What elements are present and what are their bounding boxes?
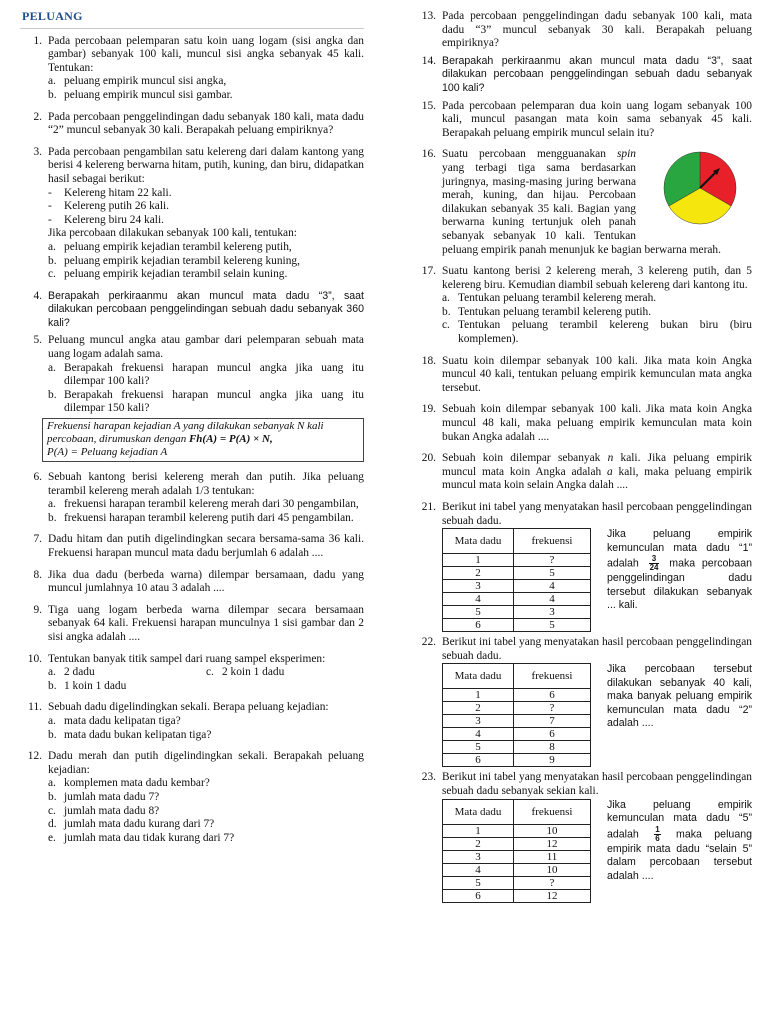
frequency-table-21 (442, 528, 591, 632)
table-cell-face: 2 (443, 837, 514, 850)
list-item: Kelereng biru 24 kali. (64, 213, 164, 226)
question-text: Dadu merah dan putih digelindingkan sekali. Berapakah peluang kejadian: (48, 750, 364, 776)
table-row (443, 702, 591, 715)
question-number: 1. (33, 34, 42, 47)
question-12: 12. Dadu merah dan putih digelindingkan sekali. Berapakah peluang kejadian: a. komplemen mata dadu kembar? b. jumlah mata dadu 7? c. jumlah mata dadu 8? d. jumlah mata dadu kurang dari 7? e. jumlah mata dau tidak kurang dari 7? (20, 750, 364, 845)
question-9 (20, 604, 364, 645)
option-c: peluang empirik kejadian terambil selain kuning. (64, 268, 288, 281)
list-item: Kelereng putih 26 kali. (64, 200, 170, 213)
table-cell-frequency: 3 (514, 606, 591, 619)
question-text: Sebuah dadu digelindingkan sekali. Berapa peluang kejadian: (48, 701, 329, 714)
table-note: Jika percobaan tersebut dilakukan sebanyak 40 kali, maka banyak peluang empirik kemunculan mata dadu “2” adalah .... (607, 663, 752, 730)
question-number: 20. (421, 452, 436, 465)
option-b: peluang empirik kejadian terambil kelereng kuning, (64, 254, 300, 267)
question-number: 18. (421, 354, 436, 367)
variable-n: n (607, 452, 614, 465)
question-text: Peluang muncul angka atau gambar dari pelemparan sebuah mata uang logam adalah sama. (48, 334, 364, 361)
question-number: 9. (33, 603, 42, 616)
table-cell-face: 4 (443, 593, 514, 606)
question-3: 3. Pada percobaan pengambilan satu kelereng dari dalam kantong yang berisi 4 kelereng berwarna hitam, putih, kuning, dan biru, didapatkan hasil sebagai berikut: - Kelereng hitam 22 kali. - Kelereng putih 26 kali. - Kelereng biru 24 kali. Jika percobaan dilakukan sebanyak 100 kali, tentukan: a. peluang empirik kejadian terambil kelereng putih, b. peluang empirik kejadian terambil kelereng kuning, c. peluang empirik kejadian terambil selain kuning. (20, 146, 364, 282)
page-title: PELUANG (22, 9, 83, 23)
question-11: 11. Sebuah dadu digelindingkan sekali. Berapa peluang kejadian: a. mata dadu kelipatan tiga? b. mata dadu bukan kelipatan tiga? (20, 701, 364, 742)
title-divider (20, 28, 364, 29)
option-b: mata dadu bukan kelipatan tiga? (64, 728, 212, 741)
table-row (443, 619, 591, 632)
table-cell-frequency: 5 (514, 567, 591, 580)
question-text: Pada percobaan penggelindingan dadu sebanyak 100 kali, mata dadu “3” muncul sebanyak 30 kali. Berapakah peluang empiriknya? (442, 10, 752, 50)
question-text: Pada percobaan pelemparan satu koin uang logam (sisi angka dan gambar) sebanyak 100 kali, muncul sisi angka sebanyak 45 kali. Tentukan: (48, 34, 364, 74)
variable-a: a (607, 465, 613, 478)
question-1: 1. Pada percobaan pelemparan satu koin uang logam (sisi angka dan gambar) sebanyak 100 kali, muncul sisi angka sebanyak 45 kali. Tentukan: a. peluang empirik muncul sisi angka, b. peluang empirik muncul sisi gambar. (20, 35, 364, 103)
option-a: frekuensi harapan terambil kelereng merah dari 30 pengambilan, (64, 498, 359, 511)
table-cell-frequency: 4 (514, 580, 591, 593)
table-cell-face: 2 (443, 702, 514, 715)
option-b: peluang empirik muncul sisi gambar. (64, 88, 233, 101)
question-number: 12. (27, 750, 42, 763)
table-cell-frequency: 10 (514, 824, 591, 837)
question-21 (408, 501, 752, 632)
frequency-table-22 (442, 663, 591, 767)
question-number: 21. (421, 501, 436, 513)
table-cell-face: 5 (443, 876, 514, 889)
question-text: Tiga uang logam berbeda warna dilempar secara bersamaan sebanyak 64 kali. Frekuensi harapan munculnya 1 sisi gambar dan 2 sisi angka adalah .... (48, 603, 364, 643)
question-14 (408, 55, 752, 96)
question-number: 13. (421, 10, 436, 22)
right-column (408, 10, 752, 911)
question-number: 4. (33, 289, 42, 302)
question-number: 16. (421, 148, 436, 161)
option-b: Berapakah frekuensi harapan muncul angka jika uang itu dilempar 150 kali? (64, 388, 364, 415)
table-cell-frequency: 6 (514, 689, 591, 702)
formula-box (42, 418, 364, 462)
option-b: Tentukan peluang terambil kelereng putih. (458, 305, 652, 318)
spin-term: spin (617, 148, 636, 161)
formula-legend: P(A) = Peluang kejadian A (47, 446, 168, 459)
question-number: 7. (33, 533, 42, 546)
question-16 (408, 148, 752, 257)
table-cell-face: 6 (443, 754, 514, 767)
question-number: 17. (421, 265, 436, 278)
option-a: peluang empirik muncul sisi angka, (64, 75, 227, 88)
question-text: Dadu hitam dan putih digelindingkan secara bersama-sama 36 kali. Frekuensi harapan muncul mata dadu berjumlah 6 adalah .... (48, 533, 364, 559)
question-text: Suatu percobaan mengguanakan (442, 148, 606, 161)
table-note: Jika peluang empirik kemunculan mata dadu “1” adalah $\frac{3}{24}$ maka percobaan penggelindingan dadu tersebut dilakukan sebanyak ... kali. (607, 528, 752, 612)
question-22 (408, 636, 752, 767)
question-number: 15. (421, 99, 436, 112)
question-8 (20, 569, 364, 596)
table-cell-frequency: 9 (514, 754, 591, 767)
formula-description: Frekuensi harapan kejadian A yang dilakukan sebanyak N kali percobaan, dirumuskan dengan (47, 420, 324, 446)
question-text: Suatu kantong berisi 2 kelereng merah, 3 kelereng putih, dan 5 kelereng biru. Kemudian diambil sebuah kelereng dari kantong itu. (442, 265, 752, 291)
table-cell-frequency: 8 (514, 741, 591, 754)
table-row (443, 554, 591, 567)
table-cell-frequency: 6 (514, 728, 591, 741)
question-4 (20, 290, 364, 331)
table-row (443, 689, 591, 702)
table-cell-face: 6 (443, 619, 514, 632)
question-20: 20. Sebuah koin dilempar sebanyak n kali. Jika peluang empirik muncul mata koin Angka adalah a kali, maka peluang empirik muncul mata koin selain Angka dalah .... (408, 452, 752, 493)
frequency-table-23 (442, 799, 591, 903)
list-item: Kelereng hitam 22 kali. (64, 186, 172, 199)
question-text: Pada percobaan pengambilan satu kelereng dari dalam kantong yang berisi 4 kelereng berwarna hitam, putih, kuning, dan biru, didapatkan hasil sebagai berikut: (48, 145, 364, 185)
question-text: Berikut ini tabel yang menyatakan hasil percobaan penggelindingan sebuah dadu sebanyak sekian kali. (442, 771, 752, 797)
table-header-face: Mata dadu (443, 529, 514, 554)
question-number: 23. (421, 771, 436, 784)
table-cell-face: 5 (443, 741, 514, 754)
table-cell-face: 1 (443, 689, 514, 702)
table-row (443, 728, 591, 741)
question-5: 5. Peluang muncul angka atau gambar dari pelemparan sebuah mata uang logam adalah sama. a. Berapakah frekuensi harapan muncul angka jika uang itu dilempar 100 kali? b. Berapakah frekuensi harapan muncul angka jika uang itu dilempar 150 kali? (20, 334, 364, 416)
question-19 (408, 403, 752, 444)
question-number: 22. (421, 636, 436, 649)
table-cell-face: 4 (443, 863, 514, 876)
question-text: Suatu koin dilempar sebanyak 100 kali. Jika mata koin Angka muncul 40 kali, tentukan peluang empirik kemunculan mata angka tersebut. (442, 354, 752, 394)
question-2 (20, 111, 364, 138)
question-6: 6. Sebuah kantong berisi kelereng merah dan putih. Jika peluang terambil kelereng merah adalah 1/3 tentukan: a. frekuensi harapan terambil kelereng merah dari 30 pengambilan, b. frekuensi harapan terambil kelereng putih dari 45 pengambilan. (20, 471, 364, 525)
question-10: 10. Tentukan banyak titik sampel dari ruang sampel eksperimen: a. 2 dadu c. 2 koin 1 dadu b. 1 koin 1 dadu (20, 653, 364, 694)
question-number: 2. (33, 110, 42, 123)
option-b: frekuensi harapan terambil kelereng putih dari 45 pengambilan. (64, 511, 354, 524)
table-header-face: Mata dadu (443, 664, 514, 689)
table-cell-face: 6 (443, 889, 514, 902)
table-row (443, 889, 591, 902)
table-header-frequency: frekuensi (514, 529, 591, 554)
table-cell-face: 3 (443, 850, 514, 863)
table-cell-frequency: 11 (514, 850, 591, 863)
question-text: Pada percobaan pelemparan dua koin uang logam sebanyak 100 kali, muncul pasangan mata koin sama sebanyak 45 kali. Berapakah peluang empirik muncul selain itu? (442, 99, 752, 139)
fraction: $\frac{1}{6}$ (655, 824, 660, 843)
table-cell-face: 2 (443, 567, 514, 580)
question-23 (408, 771, 752, 902)
question-text: Tentukan banyak titik sampel dari ruang sampel eksperimen: (48, 652, 326, 665)
question-number: 19. (421, 403, 436, 416)
table-row (443, 580, 591, 593)
question-number: 14. (421, 54, 436, 67)
table-row (443, 593, 591, 606)
table-cell-face: 3 (443, 580, 514, 593)
question-number: 5. (33, 334, 42, 347)
question-text: Berapakah perkiraanmu akan muncul mata dadu “3”, saat dilakukan percobaan penggelindingan sebuah dadu sebanyak 360 kali? (48, 289, 364, 329)
option-a: mata dadu kelipatan tiga? (64, 714, 181, 727)
table-row (443, 863, 591, 876)
table-row (443, 850, 591, 863)
table-cell-frequency: 12 (514, 837, 591, 850)
question-17: 17. Suatu kantong berisi 2 kelereng merah, 3 kelereng putih, dan 5 kelereng biru. Kemudian diambil sebuah kelereng dari kantong itu. a. Tentukan peluang terambil kelereng merah. b. Tentukan peluang terambil kelereng putih. c. Tentukan peluang terambil kelereng bukan biru (biru komplemen). (408, 265, 752, 347)
table-note: Jika peluang empirik kemunculan mata dadu “5” adalah $\frac{1}{6}$ maka peluang empirik mata dadu “selain 5” dalam percobaan tersebut adalah .... (607, 798, 752, 882)
question-text: Berikut ini tabel yang menyatakan hasil percobaan penggelindingan sebuah dadu. (442, 636, 752, 662)
question-number: 8. (33, 568, 42, 581)
option-b: jumlah mata dadu 7? (64, 790, 160, 803)
question-15 (408, 100, 752, 141)
table-row (443, 754, 591, 767)
option-a: komplemen mata dadu kembar? (64, 777, 210, 790)
question-18 (408, 355, 752, 396)
table-row (443, 606, 591, 619)
fraction: $\frac{3}{24}$ (649, 554, 659, 573)
table-header-frequency: frekuensi (514, 664, 591, 689)
option-c: jumlah mata dadu 8? (64, 804, 160, 817)
option-a: Tentukan peluang terambil kelereng merah. (458, 292, 657, 305)
question-text: Sebuah kantong berisi kelereng merah dan putih. Jika peluang terambil kelereng merah adalah 1/3 tentukan: (48, 471, 364, 497)
table-cell-face: 1 (443, 824, 514, 837)
table-cell-frequency: 4 (514, 593, 591, 606)
question-number: 3. (33, 145, 42, 158)
table-cell-frequency: ? (514, 876, 591, 889)
table-row (443, 837, 591, 850)
question-number: 11. (28, 701, 42, 714)
table-row (443, 824, 591, 837)
table-row (443, 741, 591, 754)
question-7 (20, 533, 364, 560)
question-text: Berikut ini tabel yang menyatakan hasil percobaan penggelindingan sebuah dadu. (442, 501, 752, 527)
question-text: Jika dua dadu (berbeda warna) dilempar bersamaan, dadu yang muncul jumlahnya 10 atau 3 adalah .... (48, 568, 364, 595)
spinner-wheel-icon (642, 148, 752, 228)
table-cell-face: 3 (443, 715, 514, 728)
formula: Fh(A) = P(A) × N, (188, 433, 273, 446)
table-cell-frequency: 7 (514, 715, 591, 728)
table-cell-frequency: ? (514, 554, 591, 567)
table-row (443, 715, 591, 728)
table-cell-frequency: 10 (514, 863, 591, 876)
left-column (20, 10, 364, 853)
table-cell-frequency: 12 (514, 889, 591, 902)
question-text: Pada percobaan penggelindingan dadu sebanyak 180 kali, mata dadu “2” muncul sebanyak 30 kali. Berapakah peluang empiriknya? (48, 110, 364, 137)
question-text: Berapakah perkiraanmu akan muncul mata dadu “3”, saat dilakukan percobaan penggelindingan sebuah dadu sebanyak 100 kali? (442, 54, 752, 94)
question-text: Sebuah koin dilempar sebanyak 100 kali. Jika mata koin Angka muncul 48 kali, maka peluang empirik kemunculan mata koin bukan Angka adalah .... (442, 403, 752, 443)
table-row (443, 567, 591, 580)
option-d: jumlah mata dadu kurang dari 7? (64, 818, 215, 831)
option-c: 2 koin 1 dadu (222, 666, 285, 679)
question-number: 10. (27, 652, 42, 665)
question-13 (408, 10, 752, 51)
question-number: 6. (33, 471, 42, 484)
option-a: peluang empirik kejadian terambil kelereng putih, (64, 240, 292, 253)
option-c: Tentukan peluang terambil kelereng bukan biru (biru komplemen). (458, 319, 752, 346)
question-text-2: Jika percobaan dilakukan sebanyak 100 kali, tentukan: (48, 227, 297, 240)
option-e: jumlah mata dau tidak kurang dari 7? (64, 831, 235, 844)
option-a: 2 dadu (64, 666, 95, 679)
table-header-face: Mata dadu (443, 799, 514, 824)
table-cell-face: 4 (443, 728, 514, 741)
option-b: 1 koin 1 dadu (64, 679, 127, 692)
table-cell-frequency: ? (514, 702, 591, 715)
table-header-frequency: frekuensi (514, 799, 591, 824)
option-a: Berapakah frekuensi harapan muncul angka jika uang itu dilempar 100 kali? (64, 361, 364, 388)
table-cell-face: 1 (443, 554, 514, 567)
question-text-cont: yang terbagi tiga sama berdasarkan juringnya, masing-masing juring berwana merah, kuning, dan hijau. Percobaan dilakukan sebanyak 35 kali. Bagian yang berwarna kuning tertunjuk oleh panah sebanyak sebanyak 10 kali. Tentukan peluang empirik panah menunjuk ke bagian berwarna merah. (442, 161, 721, 256)
table-cell-face: 5 (443, 606, 514, 619)
table-row (443, 876, 591, 889)
table-cell-frequency: 5 (514, 619, 591, 632)
